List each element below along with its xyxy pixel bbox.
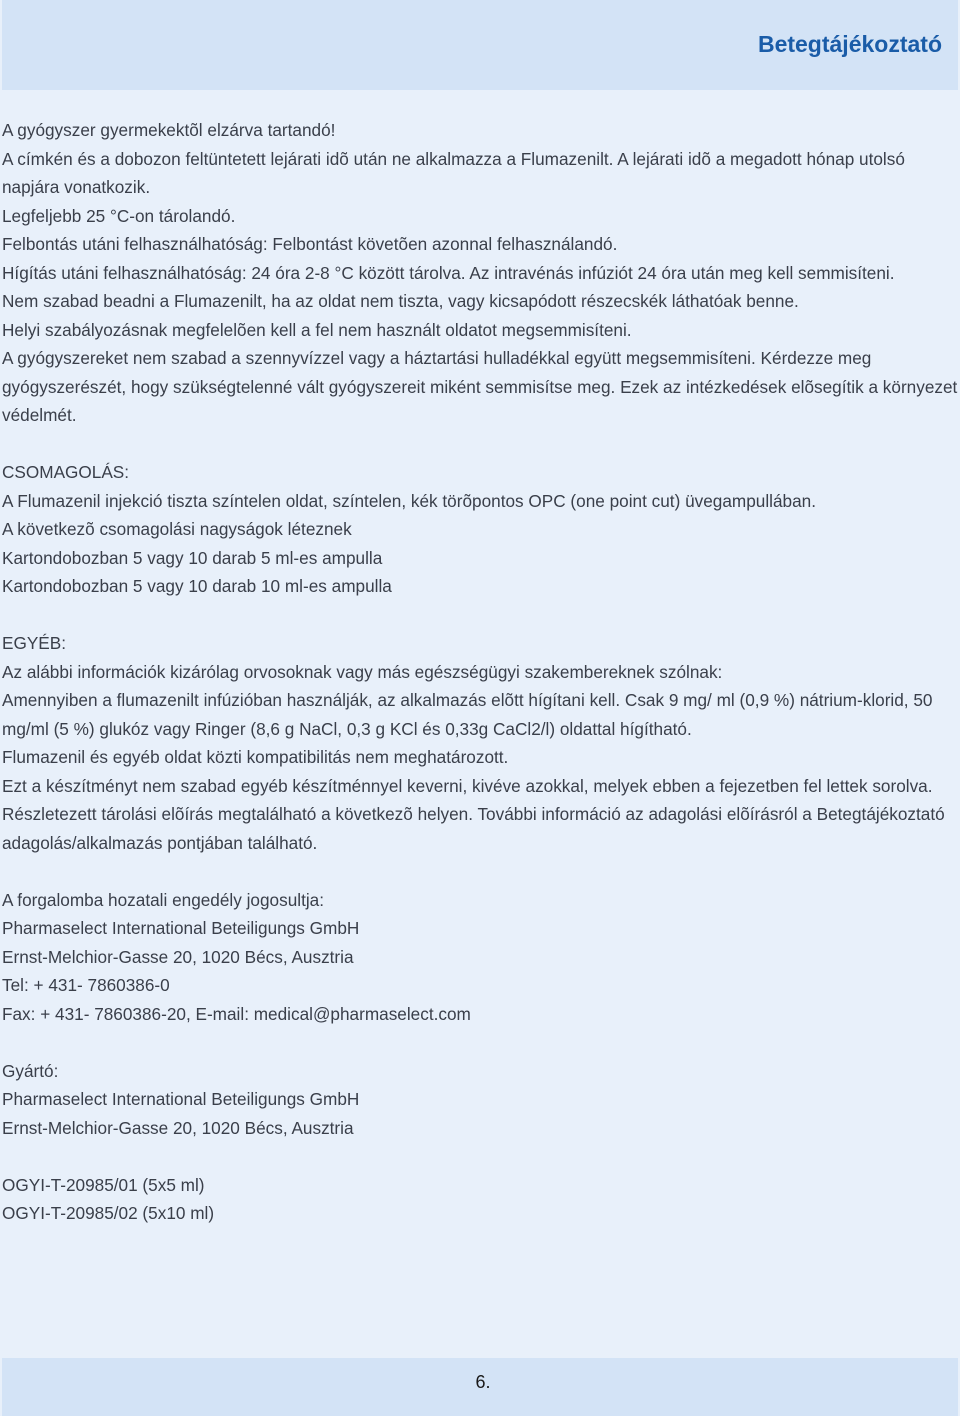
holder-company: Pharmaselect International Beteiligungs GmbH: [2, 918, 360, 938]
spacer: [2, 1028, 958, 1057]
document-body: [2, 116, 958, 1228]
header-band: [2, 0, 958, 90]
document-title: Betegtájékoztató: [757, 31, 942, 57]
holder-address: Ernst-Melchior-Gasse 20, 1020 Bécs, Ausztria: [2, 946, 354, 967]
packaging-heading: CSOMAGOLÁS:: [2, 462, 130, 482]
storage-line: A címkén és a dobozon feltüntetett lejárati idõ után ne alkalmazza a Flumazenilt. A lejárati idõ a megadott hónap utolsó napjára vonatkozik.: [2, 148, 905, 197]
other-line: Flumazenil és egyéb oldat közti kompatibilitás nem meghatározott.: [2, 747, 509, 767]
packaging-line: Kartondobozban 5 vagy 10 darab 10 ml-es ampulla: [2, 576, 392, 596]
packaging-section: [2, 458, 958, 601]
footer-band: [2, 1358, 958, 1416]
spacer: [2, 601, 958, 630]
packaging-line: Kartondobozban 5 vagy 10 darab 5 ml-es ampulla: [2, 547, 383, 568]
packaging-line: A Flumazenil injekció tiszta színtelen oldat, színtelen, kék törõpontos OPC (one point cut) üvegampullában.: [2, 490, 816, 511]
holder-fax-email: Fax: + 431- 7860386-20, E-mail: medical@pharmaselect.com: [2, 1003, 471, 1024]
storage-line: A gyógyszereket nem szabad a szennyvízzel vagy a háztartási hulladékkal együtt megsemmisíteni. Kérdezze meg gyógyszerészét, hogy szükségtelenné vált gyógyszereit miként semmisítse meg. Ezek az intézkedések elõsegítik a környezet védelmét.: [2, 348, 958, 425]
marketing-holder-section: [2, 886, 958, 1029]
other-line: Amennyiben a flumazenilt infúzióban használják, az alkalmazás elõtt hígítani kell. Csak 9 mg/ ml (0,9 %) nátrium-klorid, 50 mg/ml (5 %) glukóz vagy Ringer (8,6 g NaCl, 0,3 g KCl és 0,33g CaCl2/l) oldattal hígítható.: [2, 690, 933, 739]
other-line: Az alábbi információk kizárólag orvosoknak vagy más egészségügyi szakembereknek szólnak:: [2, 661, 723, 682]
storage-section: [2, 116, 958, 430]
manufacturer-heading: Gyártó:: [2, 1060, 59, 1081]
manufacturer-section: [2, 1057, 958, 1143]
storage-line: Helyi szabályozásnak megfelelõen kell a fel nem használt oldatot megsemmisíteni.: [2, 319, 632, 340]
manufacturer-address: Ernst-Melchior-Gasse 20, 1020 Bécs, Ausztria: [2, 1117, 354, 1138]
storage-line: A gyógyszer gyermekektõl elzárva tartandó!: [2, 120, 336, 140]
storage-line: Nem szabad beadni a Flumazenilt, ha az oldat nem tiszta, vagy kicsapódott részecskék láthatóak benne.: [2, 291, 799, 311]
storage-line: Felbontás utáni felhasználhatóság: Felbontást követõen azonnal felhasználandó.: [2, 234, 618, 254]
registration-section: [2, 1171, 958, 1228]
registration-number: OGYI-T-20985/01 (5x5 ml): [2, 1174, 205, 1195]
storage-line: Legfeljebb 25 °C-on tárolandó.: [2, 205, 236, 226]
holder-heading: A forgalomba hozatali engedély jogosultja:: [2, 889, 325, 910]
holder-phone: Tel: + 431- 7860386-0: [2, 975, 170, 995]
page-number: 6.: [475, 1372, 491, 1392]
other-heading: EGYÉB:: [2, 633, 66, 653]
other-section: [2, 629, 958, 857]
spacer: [2, 1142, 958, 1171]
other-line: Ezt a készítményt nem szabad egyéb készítménnyel keverni, kivéve azokkal, melyek ebben a fejezetben fel lettek sorolva.: [2, 775, 933, 796]
spacer: [2, 857, 958, 886]
manufacturer-company: Pharmaselect International Beteiligungs GmbH: [2, 1089, 360, 1109]
storage-line: Hígítás utáni felhasználhatóság: 24 óra 2-8 °C között tárolva. Az intravénás infúziót 24 óra után meg kell semmisíteni.: [2, 262, 895, 283]
packaging-line: A következõ csomagolási nagyságok léteznek: [2, 519, 352, 539]
other-line: Részletezett tárolási elõírás megtalálható a következõ helyen. További információ az adagolási elõírásról a Betegtájékoztató adagolás/alkalmazás pontjában található.: [2, 804, 945, 853]
registration-number: OGYI-T-20985/02 (5x10 ml): [2, 1203, 215, 1223]
spacer: [2, 430, 958, 459]
